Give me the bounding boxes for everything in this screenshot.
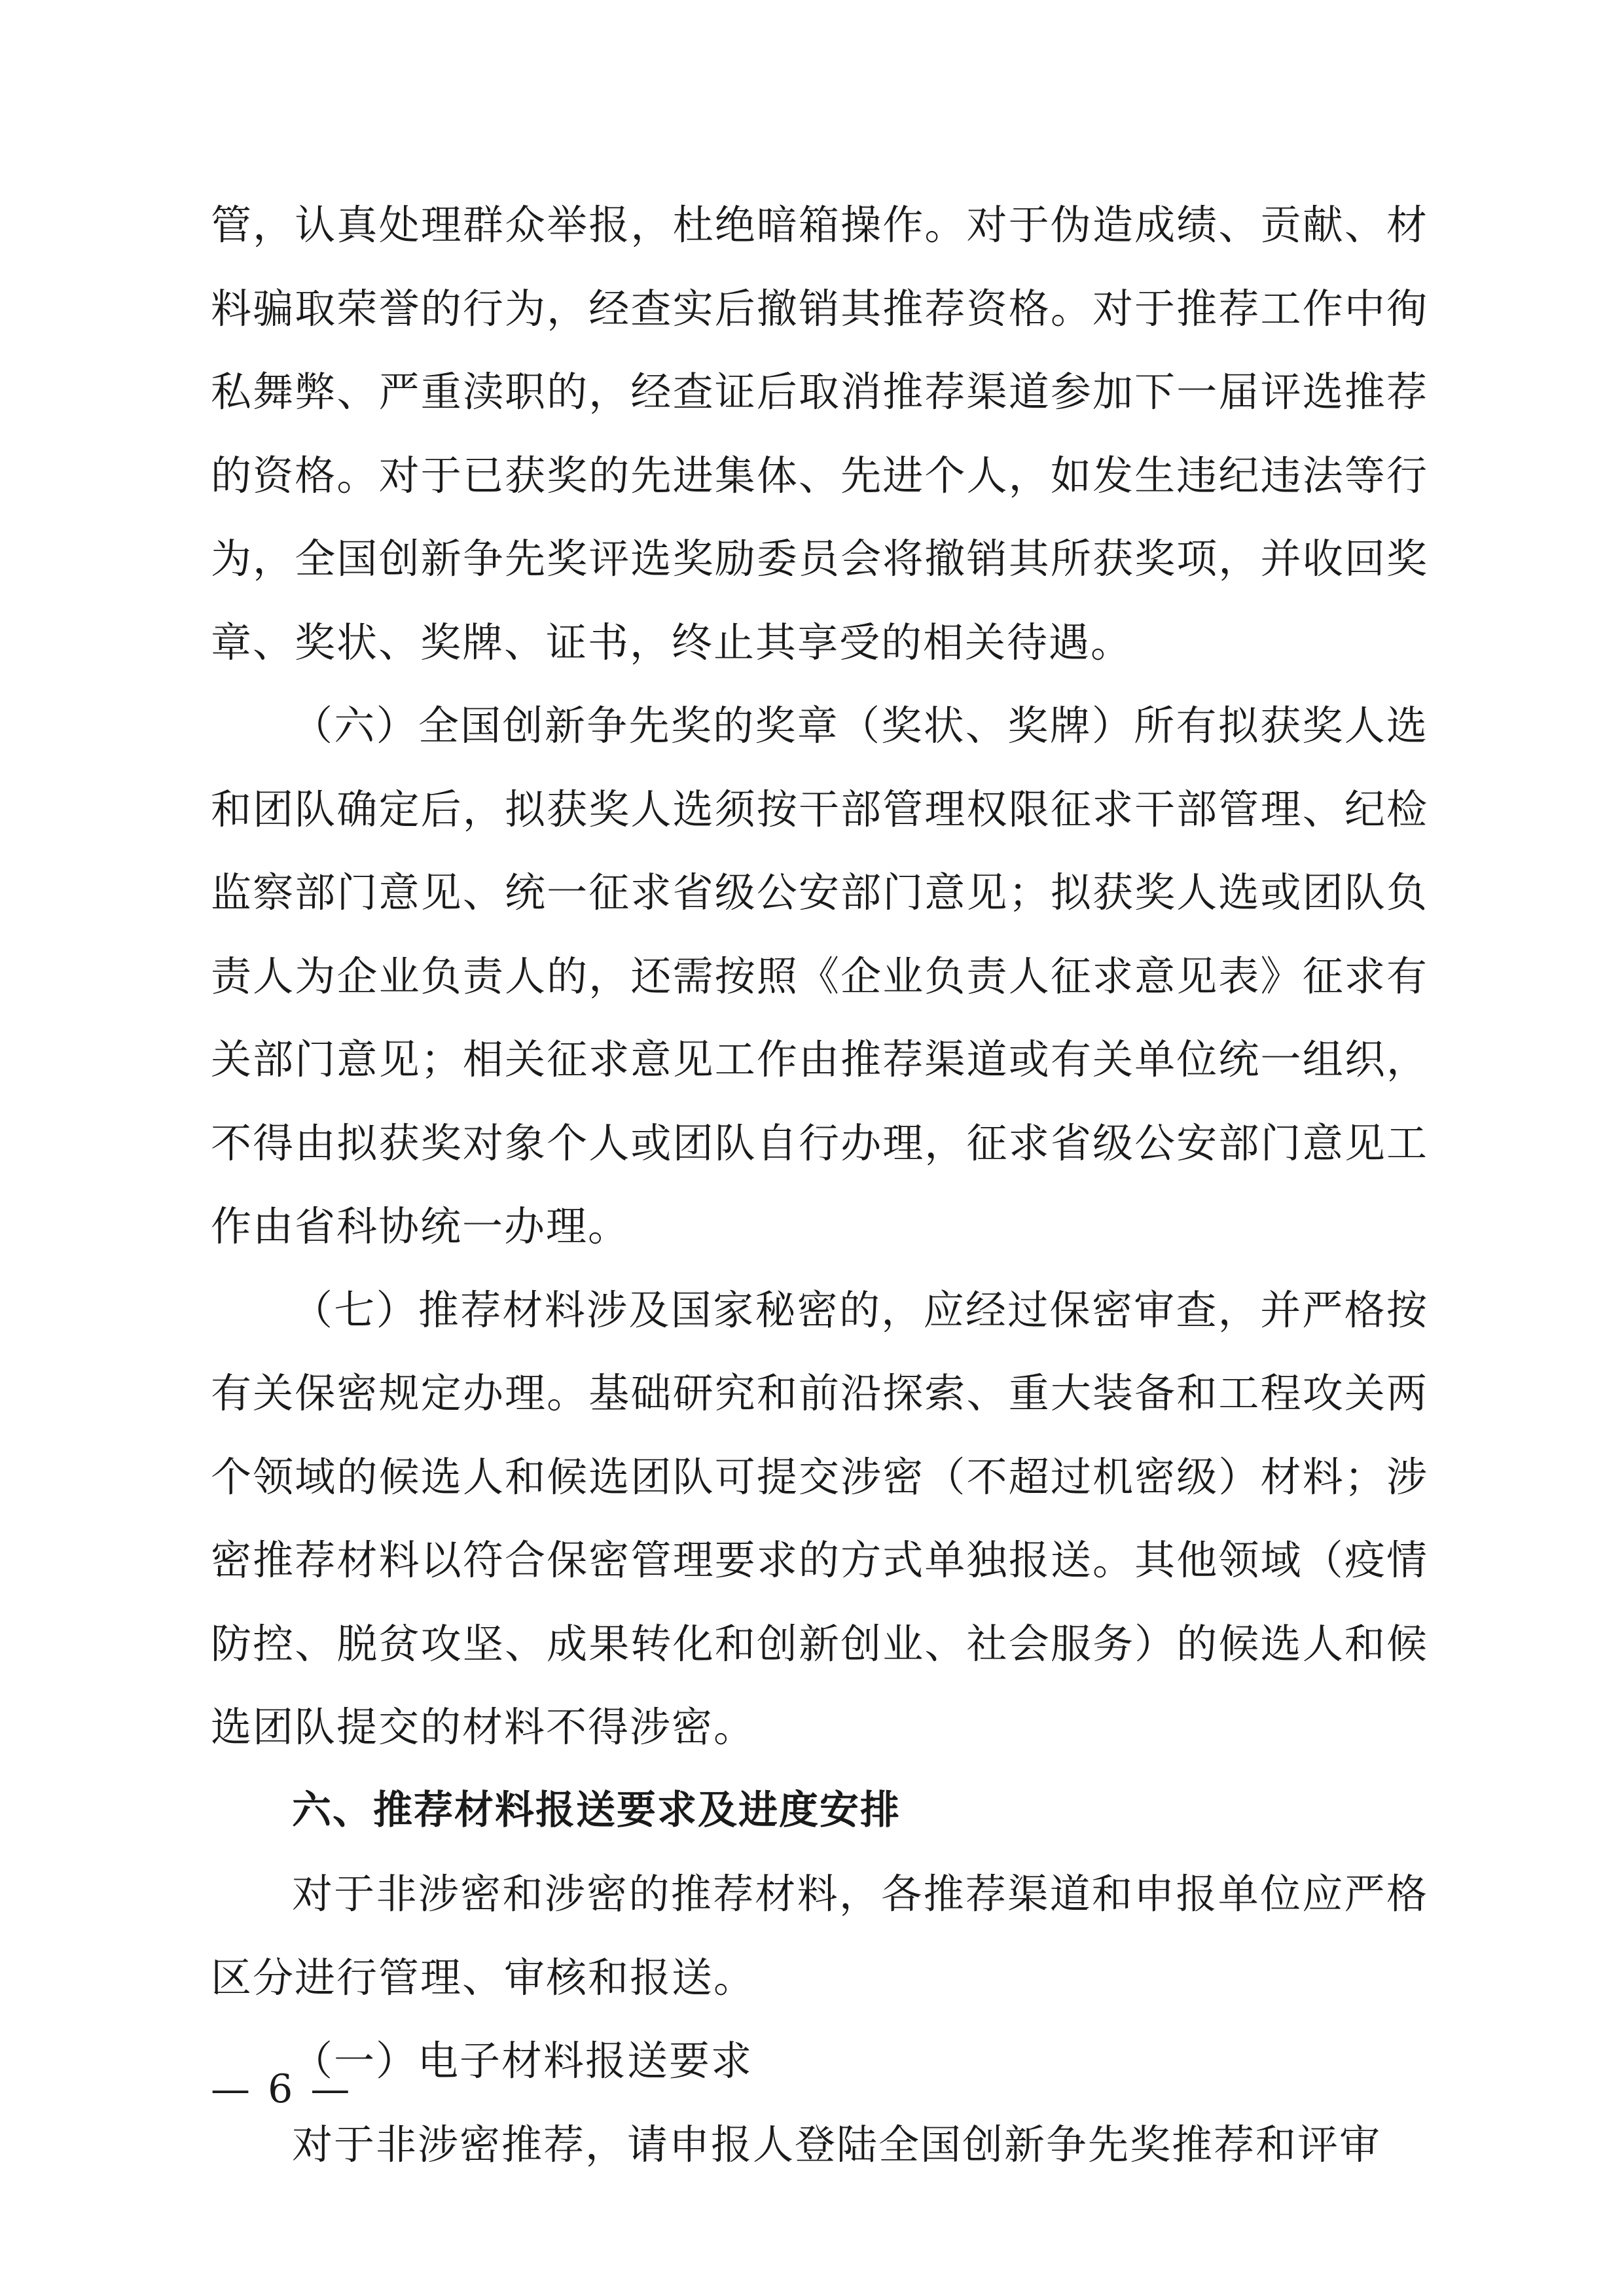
paragraph-1: 管，认真处理群众举报，杜绝暗箱操作。对于伪造成绩、贡献、材料骗取荣誉的行为，经查实后撤销其推荐资格。对于推荐工作中徇私舞弊、严重渎职的，经查证后取消推荐渠道参加下一届评选推荐的资格。对于已获奖的先进集体、先进个人，如发生违纪违法等行为，全国创新争先奖评选奖励委员会将撤销其所获奖项，并收回奖章、奖状、奖牌、证书，终止其享受的相关待遇。 — [211, 201, 1428, 666]
page-number: — 6 — — [211, 2066, 353, 2112]
section-heading: 六、推荐材料报送要求及进度安排 — [292, 1787, 901, 1833]
subsection-heading: （一）电子材料报送要求 — [292, 2037, 753, 2085]
paragraph-3: （七）推荐材料涉及国家秘密的，应经过保密审查，并严格按有关保密规定办理。基础研究和前沿探索、重大装备和工程攻关两个领域的候选人和候选团队可提交涉密（不超过机密级）材料；涉密推荐材料以符合保密管理要求的方式单独报送。其他领域（疫情防控、脱贫攻坚、成果转化和创新创业、社会服务）的候选人和候选团队提交的材料不得涉密。 — [211, 1285, 1428, 1751]
paragraph-2: （六）全国创新争先奖的奖章（奖状、奖牌）所有拟获奖人选和团队确定后，拟获奖人选须按干部管理权限征求干部管理、纪检监察部门意见、统一征求省级公安部门意见；拟获奖人选或团队负责人为企业负责人的，还需按照《企业负责人征求意见表》征求有关部门意见；相关征求意见工作由推荐渠道或有关单位统一组织，不得由拟获奖对象个人或团队自行办理，征求省级公安部门意见工作由省科协统一办理。 — [211, 702, 1428, 1250]
body-text — [211, 183, 1428, 2186]
paragraph-7: 对于非涉密推荐，请申报人登陆全国创新争先奖推荐和评审 — [292, 2120, 1382, 2168]
paragraph-5: 对于非涉密和涉密的推荐材料，各推荐渠道和申报单位应严格区分进行管理、审核和报送。 — [211, 1870, 1428, 2001]
